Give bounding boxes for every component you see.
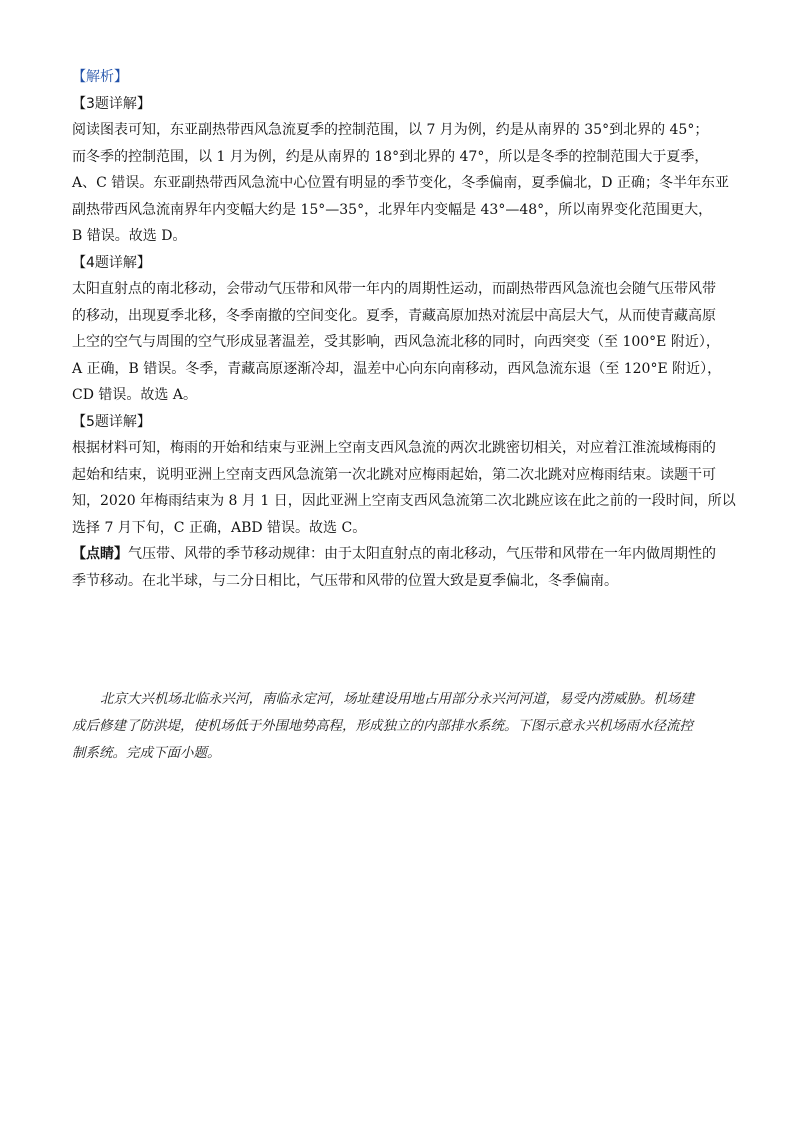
q4-heading: 【4题详解】 xyxy=(72,254,151,271)
q4-line-2: 的移动，出现夏季北移，冬季南撤的空间变化。夏季，青藏高原加热对流层中高层大气，从而使青藏高原 xyxy=(72,307,716,324)
tip-line-2: 季节移动。在北半球，与二分日相比，气压带和风带的位置大致是夏季偏北，冬季偏南。 xyxy=(72,572,618,589)
q4-line-3: 上空的空气与周围的空气形成显著温差，受其影响，西风急流北移的同时，向西突变（至 100°E 附近）， xyxy=(72,334,720,350)
q5-heading: 【5题详解】 xyxy=(72,413,151,430)
tip-paragraph xyxy=(72,541,724,594)
q3-paragraph xyxy=(72,117,729,250)
tip-label: 【点睛】 xyxy=(72,546,128,562)
q5-paragraph xyxy=(72,435,736,541)
q3-line-1: 阅读图表可知，东亚副热带西风急流夏季的控制范围，以 7 月为例，约是从南界的 35°到北界的 45°； xyxy=(72,122,709,138)
analysis-label: 【解析】 xyxy=(72,69,128,85)
answer-analysis xyxy=(72,64,736,594)
q3-line-4: 副热带西风急流南界年内变幅大约是 15°—35°，北界年内变幅是 43°—48°，所以南界变化范围更大， xyxy=(72,201,713,218)
q4-line-1: 太阳直射点的南北移动，会带动气压带和风带一年内的周期性运动，而副热带西风急流也会随气压带风带 xyxy=(72,281,716,297)
q4-line-4: A 正确，B 错误。冬季，青藏高原逐渐冷却，温差中心向东向南移动，西风急流东退（至 120°E 附近）， xyxy=(72,360,722,377)
q3-heading: 【3题详解】 xyxy=(72,95,151,112)
q3-line-2: 而冬季的控制范围，以 1 月为例，约是从南界的 18°到北界的 47°，所以是冬季的控制范围大于夏季， xyxy=(72,148,709,165)
q5-line-4: 选择 7 月下旬，C 正确，ABD 错误。故选 C。 xyxy=(72,519,367,536)
tip-line-1 xyxy=(72,541,724,568)
q4-paragraph xyxy=(72,276,724,409)
q4-line-5: CD 错误。故选 A。 xyxy=(72,387,197,403)
intro-line-3: 制系统。完成下面小题。 xyxy=(72,745,221,761)
next-question-intro xyxy=(72,686,724,767)
q5-line-1: 根据材料可知，梅雨的开始和结束与亚洲上空南支西风急流的两次北跳密切相关，对应着江淮流域梅雨的 xyxy=(72,440,716,456)
q5-line-3: 知，2020 年梅雨结束为 8 月 1 日，因此亚洲上空南支西风急流第二次北跳应该在此之前的一段时间，所以 xyxy=(72,493,736,509)
intro-line-1: 北京大兴机场北临永兴河，南临永定河，场址建设用地占用部分永兴河河道，易受内涝威胁。机场建 xyxy=(100,691,694,707)
tip-text-1: 气压带、风带的季节移动规律：由于太阳直射点的南北移动，气压带和风带在一年内做周期性的 xyxy=(128,546,716,562)
q3-line-5: B 错误。故选 D。 xyxy=(72,228,187,244)
q3-line-3: A、C 错误。东亚副热带西风急流中心位置有明显的季节变化，冬季偏南，夏季偏北，D 正确；冬半年东亚 xyxy=(72,175,729,191)
intro-line-2: 成后修建了防洪堤，使机场低于外围地势高程，形成独立的内部排水系统。下图示意永兴机场雨水径流控 xyxy=(72,718,693,734)
q5-line-2: 起始和结束，说明亚洲上空南支西风急流第一次北跳对应梅雨起始，第二次北跳对应梅雨结束。读题干可 xyxy=(72,466,716,483)
